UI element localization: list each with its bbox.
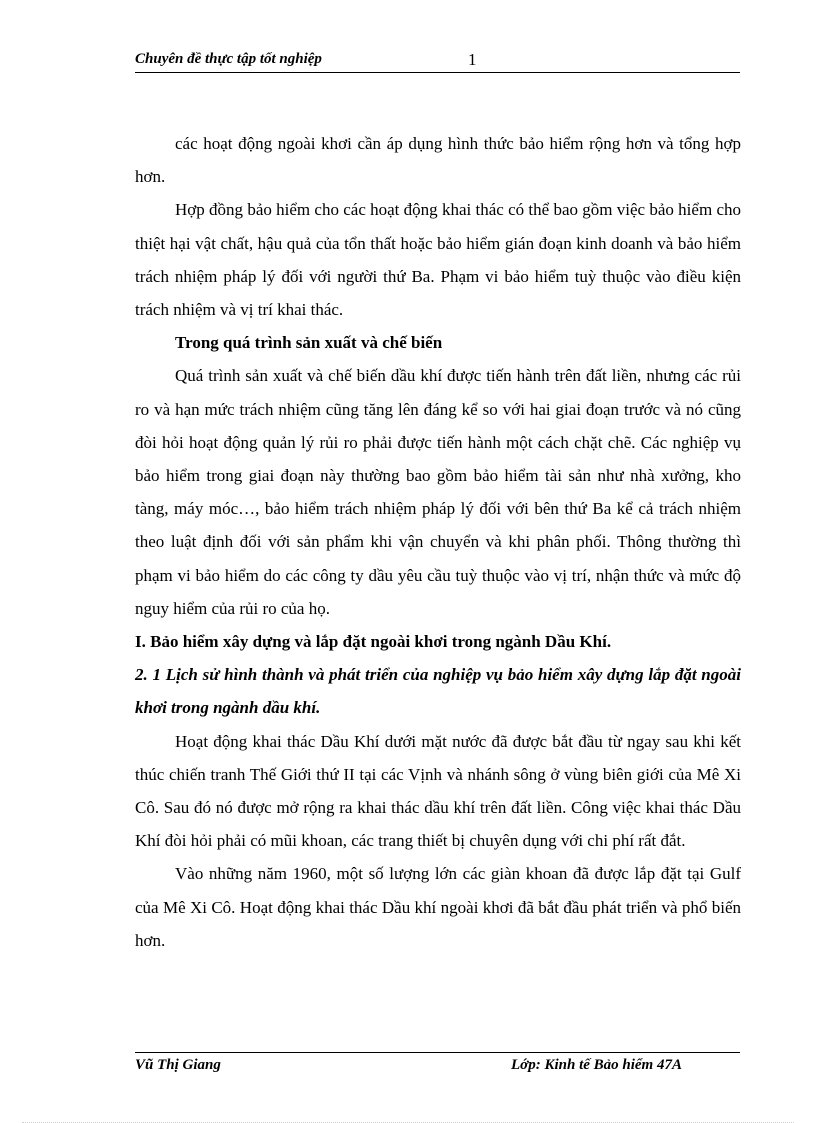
paragraph-production-process: Quá trình sản xuất và chế biến dầu khí được tiến hành trên đất liền, nhưng các rủi ro và hạn mức trách nhiệm cũng tăng lên đáng kể so với hai giai đoạn trước và nó cũng đòi hỏi hoạt động quản lý rủi ro phải được tiến hành một cách chặt chẽ. Các nghiệp vụ bảo hiểm trong giai đoạn này thường bao gồm bảo hiểm tài sản như nhà xưởng, kho tàng, máy móc…, bảo hiểm trách nhiệm pháp lý đối với bên thứ Ba kể cả trách nhiệm theo luật định đối với sản phẩm khi vận chuyển và khi phân phối. Thông thường thì phạm vi bảo hiểm do các công ty dầu yêu cầu tuỳ thuộc vào vị trí, nhận thức và mức độ nguy hiểm của rủi ro của họ. bbox=[135, 366, 741, 618]
header-title: Chuyên đề thực tập tốt nghiệp bbox=[135, 51, 322, 67]
section-heading-roman-i: I. Bảo hiểm xây dựng và lắp đặt ngoài khơi trong ngành Dầu Khí. bbox=[135, 632, 612, 652]
section-heading-production: Trong quá trình sản xuất và chế biến bbox=[175, 333, 443, 353]
page-number: 1 bbox=[468, 50, 477, 69]
subsection-heading-2-1: 2. 1 Lịch sử hình thành và phát triển của nghiệp vụ bảo hiểm xây dựng lắp đặt ngoài khơi trong ngành dầu khí. bbox=[135, 665, 741, 718]
paragraph-continuation: các hoạt động ngoài khơi cần áp dụng hình thức bảo hiểm rộng hơn và tổng hợp hơn. bbox=[135, 134, 741, 187]
footer-class-label: Lớp: Kinh tế Bảo hiểm 47A bbox=[511, 1057, 682, 1073]
document-body bbox=[135, 127, 741, 957]
page-header bbox=[135, 50, 740, 73]
paragraph-insurance-contract: Hợp đồng bảo hiểm cho các hoạt động khai thác có thể bao gồm việc bảo hiểm cho thiệt hại vật chất, hậu quả của tổn thất hoặc bảo hiểm gián đoạn kinh doanh và bảo hiểm trách nhiệm pháp lý đối với người thứ Ba. Phạm vi bảo hiểm tuỳ thuộc vào điều kiện trách nhiệm và vị trí khai thác. bbox=[135, 200, 741, 320]
page-footer bbox=[135, 1052, 740, 1083]
paragraph-history: Hoạt động khai thác Dầu Khí dưới mặt nước đã được bắt đầu từ ngay sau khi kết thúc chiến tranh Thế Giới thứ II tại các Vịnh và nhánh sông ở vùng biên giới của Mê Xi Cô. Sau đó nó được mở rộng ra khai thác dầu khí trên đất liền. Công việc khai thác Dầu Khí đòi hỏi phải có mũi khoan, các trang thiết bị chuyên dụng với chi phí rất đắt. bbox=[135, 731, 741, 851]
footer-author: Vũ Thị Giang bbox=[135, 1057, 221, 1073]
paragraph-1960s: Vào những năm 1960, một số lượng lớn các giàn khoan đã được lắp đặt tại Gulf của Mê Xi Cô. Hoạt động khai thác Dầu khí ngoài khơi đã bắt đầu phát triển và phổ biến hơn. bbox=[135, 864, 741, 950]
